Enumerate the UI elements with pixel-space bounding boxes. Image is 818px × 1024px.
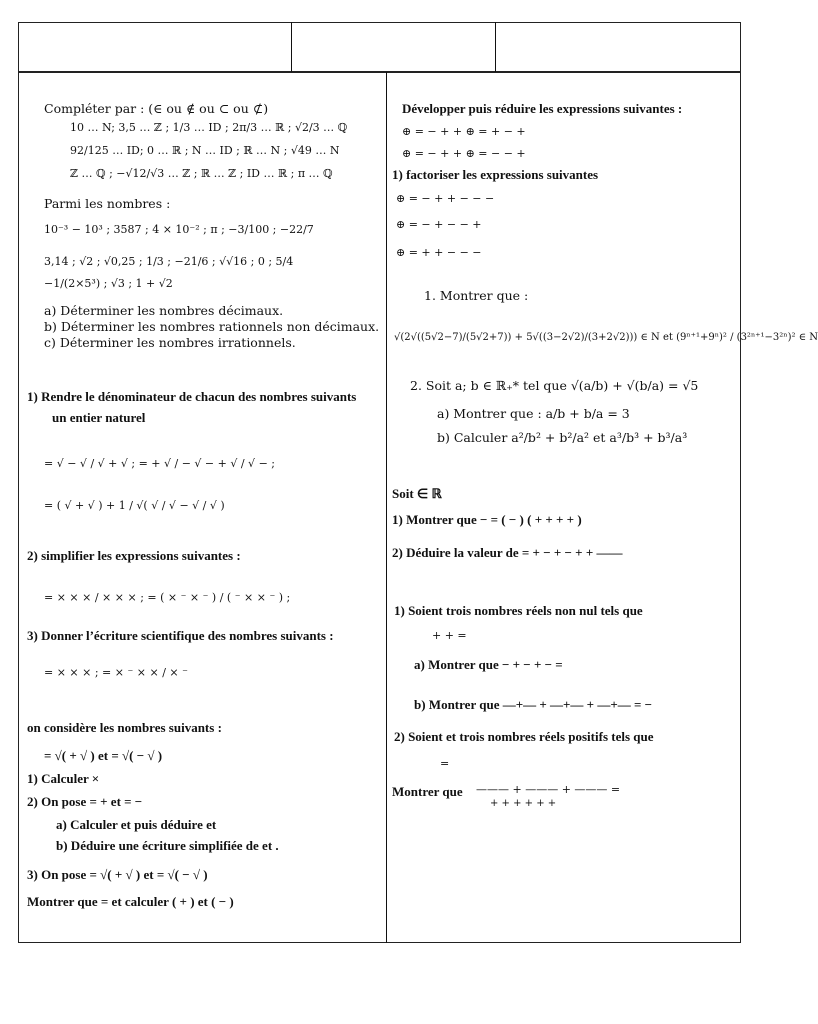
ex2-line3: −1/(2×5³) ; √3 ; 1 + √2 — [44, 277, 173, 290]
p2-title: 2) simplifier les expressions suivantes : — [27, 548, 241, 563]
ex1-line3: ℤ … ℚ ; −√12/√3 … ℤ ; ℝ … ℤ ; ID … ℝ ; π … ℚ — [70, 167, 333, 180]
p4-def: = √( + √ ) et = √( − √ ) — [44, 748, 163, 763]
p4-q2: 2) On pose = + et = − — [27, 794, 143, 809]
header-box — [18, 22, 741, 72]
r7-expr: ——— + ——— + ——— = — [476, 783, 621, 796]
p1-title2: un entier naturel — [52, 410, 146, 425]
r6-cond: + + = — [432, 629, 467, 642]
r3-expr: √(2√((5√2−7)/(5√2+7)) + 5√((3−2√2)/(3+2√2))) ∈ N et (9ⁿ⁺¹+9ⁿ)² / (3²ⁿ⁺¹−3²ⁿ)² ∈ N — [394, 332, 818, 343]
header-divider — [495, 22, 496, 72]
r2-line2: ⊕ = − + − − + — [396, 218, 482, 231]
ex1-line2: 92/125 … ID; 0 … ℝ ; N … ID ; ℝ … N ; √49 … N — [70, 144, 340, 157]
ex1-title: Compléter par : (∈ ou ∉ ou ⊂ ou ⊄) — [44, 101, 269, 116]
r1-line2: ⊕ = − + + ⊕ = − − + — [402, 147, 526, 160]
ex2-c: c) Déterminer les nombres irrationnels. — [44, 335, 296, 350]
r7-title: 2) Soient et trois nombres réels positifs tels que — [394, 729, 654, 744]
p1-title: 1) Rendre le dénominateur de chacun des nombres suivants — [27, 389, 357, 404]
p2-expr: = × × × / × × × ; = ( × ⁻ × ⁻ ) / ( ⁻ × × ⁻ ) ; — [44, 591, 291, 604]
ex2-title: Parmi les nombres : — [44, 196, 171, 211]
r2-line3: ⊕ = + + − − − — [396, 246, 482, 259]
p4-q2a: a) Calculer et puis déduire et — [56, 817, 217, 832]
r7-show: Montrer que — [392, 784, 463, 799]
ex2-a: a) Déterminer les nombres décimaux. — [44, 303, 284, 318]
p4-q3: 3) On pose = √( + √ ) et = √( − √ ) — [27, 867, 208, 882]
ex2-line1: 10⁻³ − 10³ ; 3587 ; 4 × 10⁻² ; π ; −3/100 ; −22/7 — [44, 223, 314, 236]
p4-q1: 1) Calculer × — [27, 771, 100, 786]
r5-soit: Soit ∈ ℝ — [392, 486, 442, 501]
p3-title: 3) Donner l’écriture scientifique des nombres suivants : — [27, 628, 334, 643]
r5-q2: 2) Déduire la valeur de = + − + − + + —— — [392, 545, 623, 560]
r1-title: Développer puis réduire les expressions suivantes : — [402, 101, 683, 116]
p3-expr: = × × × ; = × ⁻ × × / × ⁻ — [44, 666, 188, 679]
r7-denoms: + + + + + + — [490, 798, 557, 809]
r6-title: 1) Soient trois nombres réels non nul tels que — [394, 603, 643, 618]
header-divider — [291, 22, 292, 72]
p1-expr1: = √ − √ / √ + √ ; = + √ / − √ − + √ / √ − ; — [44, 457, 275, 470]
ex2-b: b) Déterminer les nombres rationnels non décimaux. — [44, 319, 380, 334]
p1-expr2: = ( √ + √ ) + 1 / √( √ / √ − √ / √ ) — [44, 499, 225, 512]
ex2-line2: 3,14 ; √2 ; √0,25 ; 1/3 ; −21/6 ; √√16 ; 0 ; 5/4 — [44, 255, 294, 268]
r7-eq: = — [440, 757, 450, 770]
p4-q2b: b) Déduire une écriture simplifiée de et . — [56, 838, 279, 853]
r6-a: a) Montrer que − + − + − = — [414, 657, 563, 672]
p4-title: on considère les nombres suivants : — [27, 720, 222, 735]
r3-title: 1. Montrer que : — [424, 288, 529, 303]
r2-line1: ⊕ = − + + − − − — [396, 192, 495, 205]
r1-line1: ⊕ = − + + ⊕ = + − + — [402, 125, 526, 138]
r6-b: b) Montrer que —+— + —+— + —+— = − — [414, 697, 653, 712]
r4-title: 2. Soit a; b ∈ ℝ₊* tel que √(a/b) + √(b/a) = √5 — [410, 378, 699, 393]
r4-b: b) Calculer a²/b² + b²/a² et a³/b³ + b³/a³ — [437, 430, 688, 445]
r4-a: a) Montrer que : a/b + b/a = 3 — [437, 406, 630, 421]
r2-title: 1) factoriser les expressions suivantes — [392, 167, 599, 182]
p4-q4: Montrer que = et calculer ( + ) et ( − ) — [27, 894, 234, 909]
column-divider — [386, 72, 387, 943]
ex1-line1: 10 … N; 3,5 … ℤ ; 1/3 … ID ; 2π/3 … ℝ ; √2/3 … ℚ — [70, 121, 348, 134]
r5-q1: 1) Montrer que − = ( − ) ( + + + + ) — [392, 512, 582, 527]
